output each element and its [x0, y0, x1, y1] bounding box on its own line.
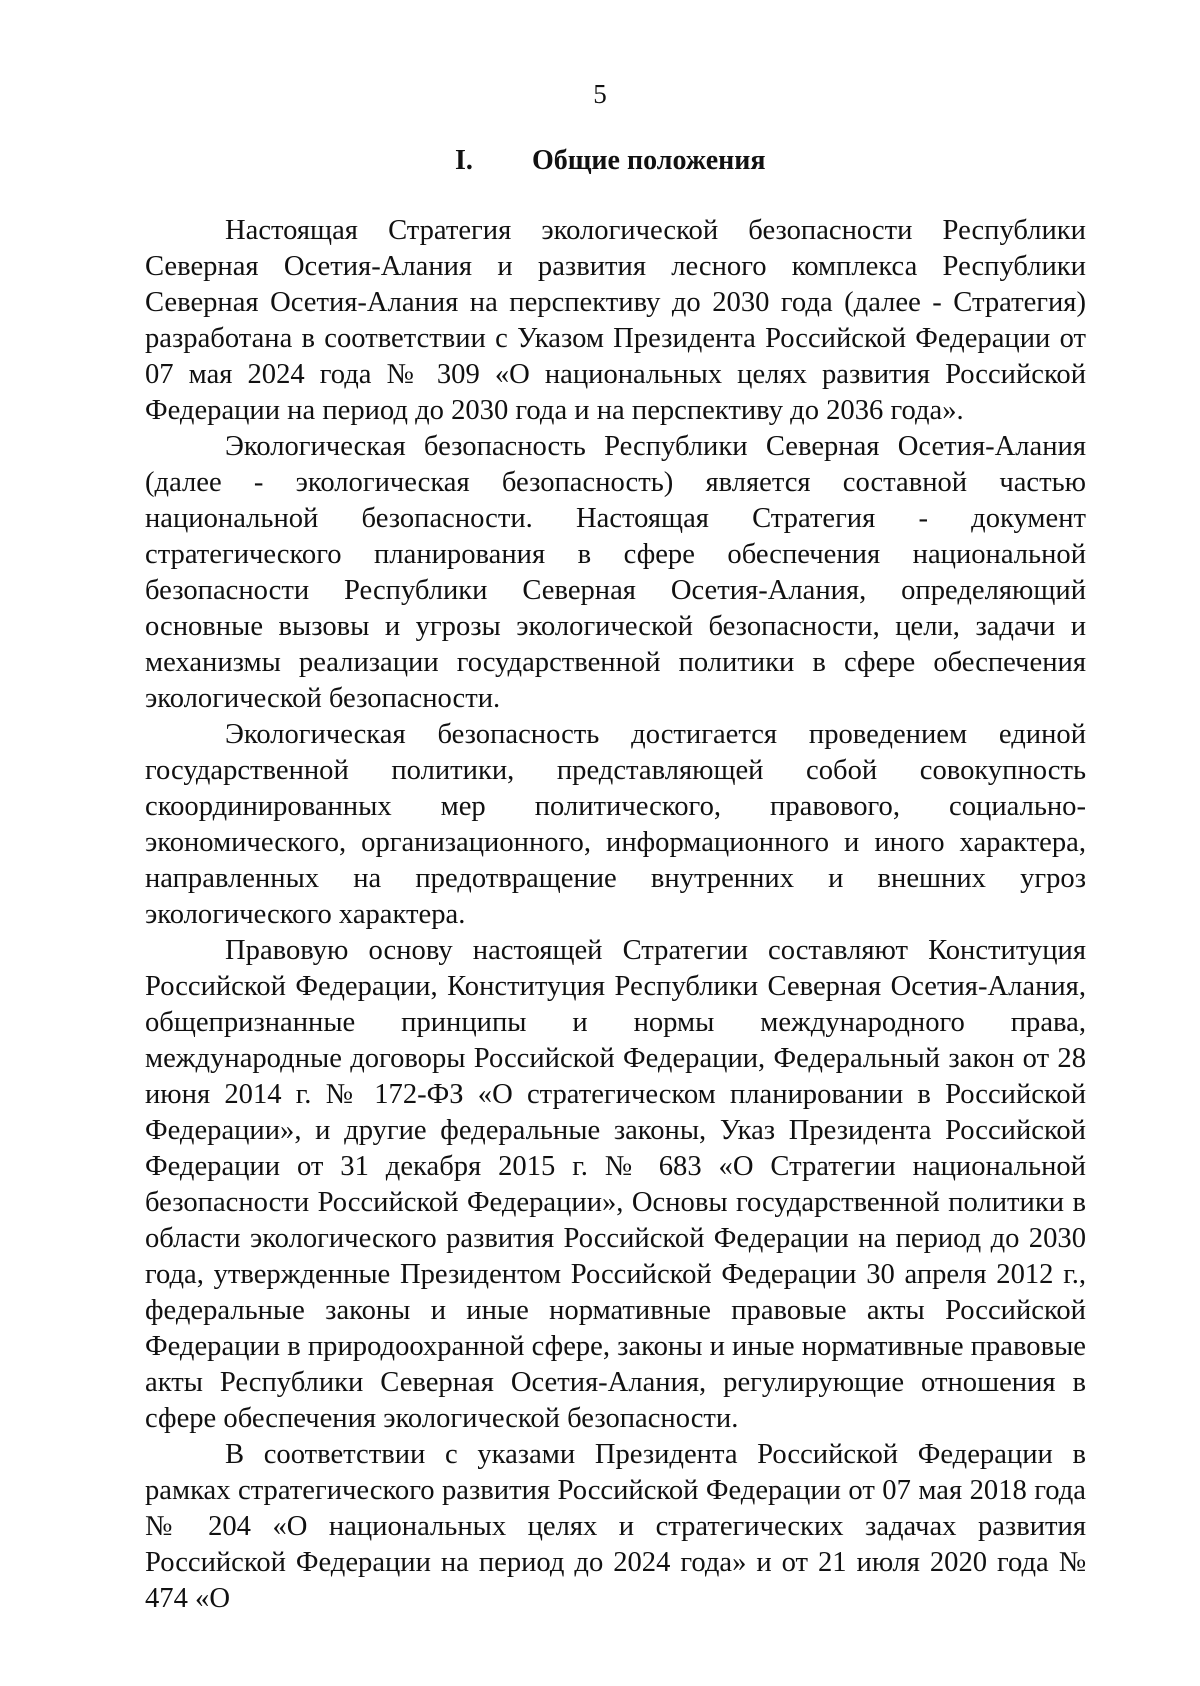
- section-numeral: I.: [455, 145, 473, 176]
- paragraph: Правовую основу настоящей Стратегии составляют Конституция Российской Федерации, Конституция Республики Северная Осетия-Алания, общепризнанные принципы и нормы международного права, международные договоры Российской Федерации, Федеральный закон от 28 июня 2014 г. № 172-ФЗ «О стратегическом планировании в Российской Федерации», и другие федеральные законы, Указ Президента Российской Федерации от 31 декабря 2015 г. № 683 «О Стратегии национальной безопасности Российской Федерации», Основы государственной политики в области экологического развития Российской Федерации на период до 2030 года, утвержденные Президентом Российской Федерации 30 апреля 2012 г., федеральные законы и иные нормативные правовые акты Российской Федерации в природоохранной сфере, законы и иные нормативные правовые акты Республики Северная Осетия-Алания, регулирующие отношения в сфере обеспечения экологической безопасности.: [145, 935, 1086, 1434]
- paragraph: Экологическая безопасность Республики Северная Осетия-Алания (далее - экологическая безопасность) является составной частью национальной безопасности. Настоящая Стратегия - документ стратегического планирования в сфере обеспечения национальной безопасности Республики Северная Осетия-Алания, определяющий основные вызовы и угрозы экологической безопасности, цели, задачи и механизмы реализации государственной политики в сфере обеспечения экологической безопасности.: [145, 431, 1086, 714]
- paragraph: Экологическая безопасность достигается проведением единой государственной политики, представляющей собой совокупность скоординированных мер политического, правового, социально-экономического, организационного, информационного и иного характера, направленных на предотвращение внутренних и внешних угроз экологического характера.: [145, 719, 1086, 930]
- page-number: 5: [593, 79, 607, 109]
- body-text: [145, 213, 1086, 1617]
- paragraph: В соответствии с указами Президента Российской Федерации в рамках стратегического развития Российской Федерации от 07 мая 2018 года № 204 «О национальных целях и стратегических задачах развития Российской Федерации на период до 2024 года» и от 21 июля 2020 года № 474 «О: [145, 1439, 1086, 1614]
- paragraph: Настоящая Стратегия экологической безопасности Республики Северная Осетия-Алания и развития лесного комплекса Республики Северная Осетия-Алания на перспективу до 2030 года (далее - Стратегия) разработана в соответствии с Указом Президента Российской Федерации от 07 мая 2024 года № 309 «О национальных целях развития Российской Федерации на период до 2030 года и на перспективу до 2036 года».: [145, 215, 1086, 426]
- section-title: Общие положения: [532, 145, 766, 176]
